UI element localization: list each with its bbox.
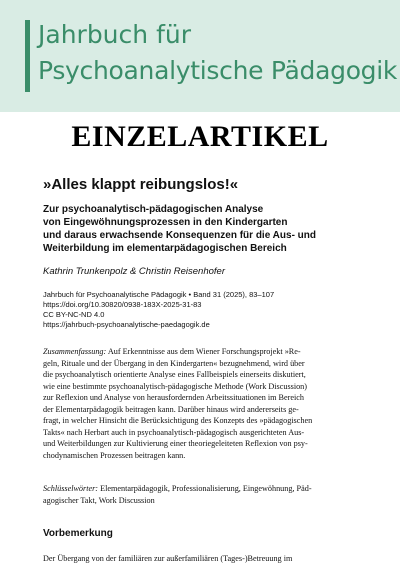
meta-journal-line: Jahrbuch für Psychoanalytische Pädagogik • Band 31 (2025), 83–107 bbox=[43, 290, 275, 299]
abstract-line bbox=[43, 346, 365, 358]
doi-link[interactable]: https://doi.org/10.30820/0938-183X-2025-31-83 bbox=[43, 300, 202, 309]
journal-website-link[interactable]: https://jahrbuch-psychoanalytische-paedagogik.de bbox=[43, 320, 210, 329]
journal-title-line2: Psychoanalytische Pädagogik bbox=[38, 56, 398, 85]
abstract bbox=[43, 346, 365, 461]
article-subtitle bbox=[43, 203, 383, 255]
abstract-line: der Elementarpädagogik beitragen kann. Darüber hinaus wird andererseits ge- bbox=[43, 404, 299, 414]
subtitle-line: Weiterbildung im elementarpädagogischen Bereich bbox=[43, 243, 287, 254]
abstract-line: und Weiterbildungen zur Kultivierung einer theoriegeleiteten Reflexion von psy- bbox=[43, 439, 308, 448]
abstract-first-line: Auf Erkenntnisse aus dem Wiener Forschungsprojekt »Re- bbox=[106, 347, 301, 356]
abstract-line: wie eine bestimmte psychoanalytisch-pädagogische Methode (Work Discussion) bbox=[43, 381, 308, 391]
license-line: CC BY-NC-ND 4.0 bbox=[43, 310, 105, 319]
subtitle-line: und daraus erwachsende Konsequenzen für die Aus- und bbox=[43, 230, 317, 241]
abstract-line: chodynamischen Prozessen beitragen kann. bbox=[43, 450, 186, 460]
abstract-line: Takts« nach Herbart auch in psychoanalytisch-pädagogisch ausgerichteten Aus- bbox=[43, 427, 305, 437]
abstract-line: fragt, in welcher Hinsicht die Berücksichtigung des Konzepts des »pädagogischen bbox=[43, 416, 313, 425]
subtitle-line: von Eingewöhnungsprozessen in den Kindergarten bbox=[43, 217, 288, 228]
abstract-line: die psychoanalytisch orientierte Analyse eines Fallbeispiels einerseits diskutiert, bbox=[43, 370, 306, 379]
journal-title-line1: Jahrbuch für bbox=[38, 20, 191, 49]
abstract-line: geln, Rituale und der Übergang in den Kindergarten« bezugnehmend, wird über bbox=[43, 358, 305, 368]
article-authors: Kathrin Trunkenpolz & Christin Reisenhofer bbox=[43, 266, 225, 277]
body-paragraph: Der Übergang von der familiären zur außerfamiliären (Tages-)Betreuung im bbox=[43, 554, 293, 563]
keywords-label: Schlüsselwörter: bbox=[43, 484, 99, 493]
banner-accent-bar bbox=[25, 20, 30, 92]
abstract-label: Zusammenfassung: bbox=[43, 347, 107, 356]
abstract-line: zur Reflexion und Analyse von herausfordernden Arbeitssituationen im Bereich bbox=[43, 393, 305, 402]
keywords-line bbox=[43, 483, 365, 495]
keywords-line: agogischer Takt, Work Discussion bbox=[43, 495, 155, 505]
citation-meta bbox=[43, 290, 274, 330]
page-heading: EINZELARTIKEL bbox=[71, 120, 329, 153]
subtitle-line: Zur psychoanalytisch-pädagogischen Analyse bbox=[43, 204, 264, 215]
keywords bbox=[43, 483, 365, 506]
keywords-first-line: Elementarpädagogik, Professionalisierung, Eingewöhnung, Päd- bbox=[98, 484, 312, 493]
section-title: Vorbemerkung bbox=[43, 528, 113, 539]
journal-banner bbox=[0, 0, 400, 112]
article-title: »Alles klappt reibungslos!« bbox=[43, 176, 239, 193]
